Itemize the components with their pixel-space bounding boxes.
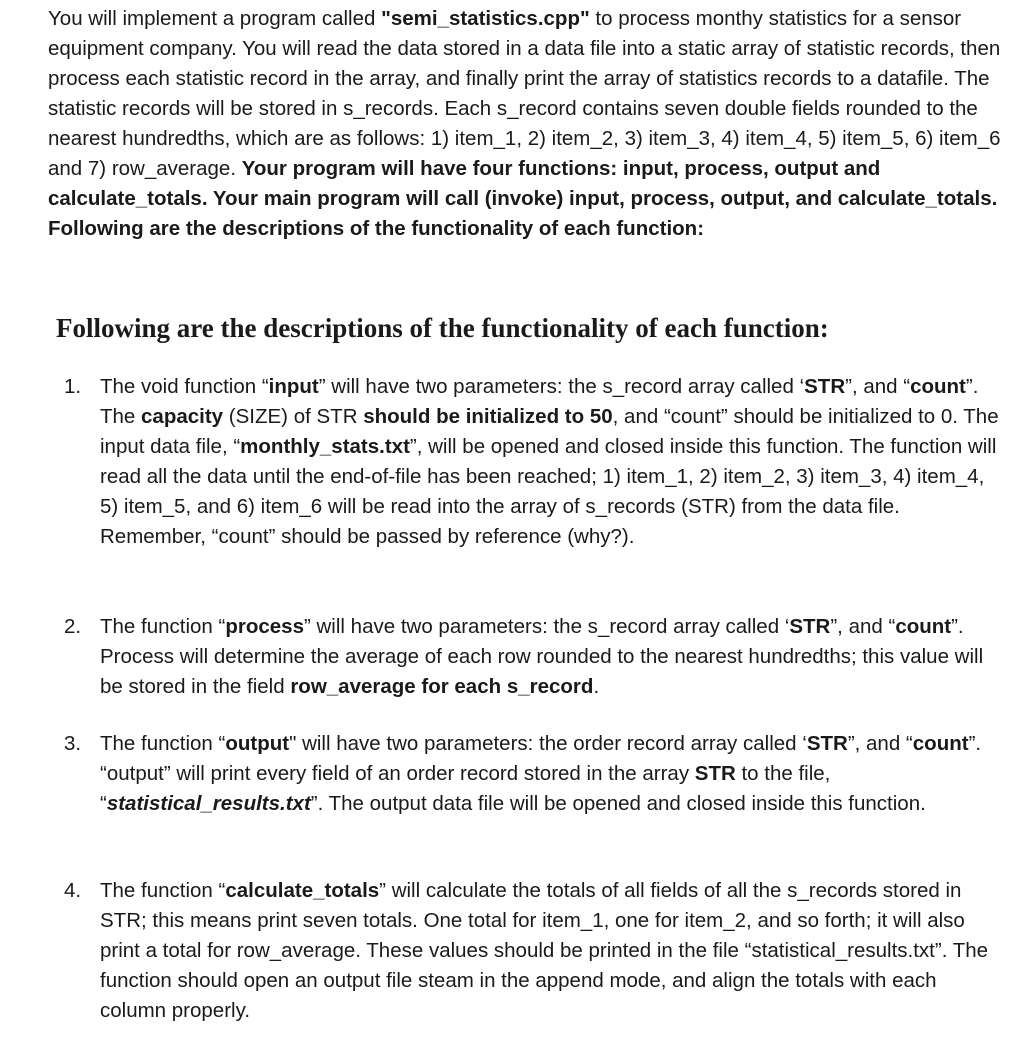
text: The function “: [100, 615, 226, 638]
intro-bold-text: Your program will have four functions: input, process, output and calculate_totals. Your main program will call (invoke) input, process, output, and calculate_totals. Following are the descriptions of the functionality of each function:: [48, 157, 998, 240]
list-item: [64, 372, 1004, 552]
intro-text: to process monthy statistics for a sensor equipment company. You will read the data stored in a data file into a static array of statistic records, then process each statistic record in the array, and finally print the array of statistics records to a datafile. The statistic records will be stored in s_records. Each s_record contains seven double fields rounded to the nearest hundredths, which are as follows: 1) item_1, 2) item_2, 3) item_3, 4) item_4, 5) item_5, 6) item_6 and 7) row_average.: [48, 7, 1001, 180]
bold-term: capacity: [141, 405, 224, 428]
text: ”. The output data file will be opened and closed inside this function.: [310, 792, 926, 815]
function-name: input: [268, 375, 319, 398]
text: .: [593, 675, 600, 698]
text: ”, will be opened and closed inside this function. The function will read all the data until the end-of-file has been reached; 1) item_1, 2) item_2, 3) item_3, 4) item_4, 5) item_5, and 6) item_6 will be read into the array of s_records (STR) from the data file. Remember, “count” should be passed by reference (why?).: [100, 435, 997, 548]
text: to the file, “: [100, 762, 831, 815]
text: The function “: [100, 732, 226, 755]
list-item-text: [100, 372, 1004, 552]
text: ”. The: [100, 375, 979, 428]
text: The void function “: [100, 375, 269, 398]
list-number: 3.: [64, 732, 82, 755]
list-item-text: [100, 876, 1004, 1026]
array-name: STR: [804, 375, 846, 398]
section-heading: Following are the descriptions of the functionality of each function:: [56, 313, 829, 343]
list-item-text: [100, 729, 1004, 819]
intro-text: You will implement a program called: [48, 7, 382, 30]
list-number: 1.: [64, 375, 82, 398]
function-name: process: [225, 615, 304, 638]
bold-term: row_average for each s_record: [290, 675, 594, 698]
text: (SIZE) of STR: [223, 405, 364, 428]
output-filename: statistical_results.txt: [106, 792, 311, 815]
input-filename: monthly_stats.txt: [240, 435, 410, 458]
text: ”. Process will determine the average of each row rounded to the nearest hundredths; this value will be stored in the field: [100, 615, 984, 698]
intro-paragraph: [48, 4, 1008, 244]
text: , and “count” should be initialized to 0. The input data file, “: [100, 405, 999, 458]
text: ”. “output” will print every field of an order record stored in the array: [100, 732, 982, 785]
list-number: 4.: [64, 879, 82, 902]
array-name: STR: [789, 615, 831, 638]
text: ”, and “: [847, 732, 913, 755]
array-name: STR: [806, 732, 848, 755]
param-name: count: [910, 375, 966, 398]
bold-term: should be initialized to 50: [363, 405, 613, 428]
array-name: STR: [694, 762, 736, 785]
text: ” will have two parameters: the s_record array called ‘: [318, 375, 805, 398]
text: ” will calculate the totals of all fields of all the s_records stored in STR; this means print seven totals. One total for item_1, one for item_2, and so forth; it will also print a total for row_average. These values should be printed in the file “statistical_results.txt”. The function should open an output file steam in the append mode, and align the totals with each column properly.: [100, 879, 989, 1022]
list-number: 2.: [64, 615, 82, 638]
text: ”, and “: [830, 615, 896, 638]
list-item-text: [100, 612, 1004, 702]
param-name: count: [912, 732, 969, 755]
function-name: output: [225, 732, 290, 755]
text: ” will have two parameters: the s_record array called ‘: [303, 615, 790, 638]
program-filename: "semi_statistics.cpp": [381, 7, 590, 30]
param-name: count: [895, 615, 952, 638]
text: " will have two parameters: the order record array called ‘: [289, 732, 807, 755]
text: ”, and “: [845, 375, 911, 398]
text: The function “: [100, 879, 226, 902]
list-item: [64, 729, 1004, 819]
list-item: [64, 612, 1004, 702]
list-item: [64, 876, 1004, 1026]
function-name: calculate_totals: [225, 879, 380, 902]
